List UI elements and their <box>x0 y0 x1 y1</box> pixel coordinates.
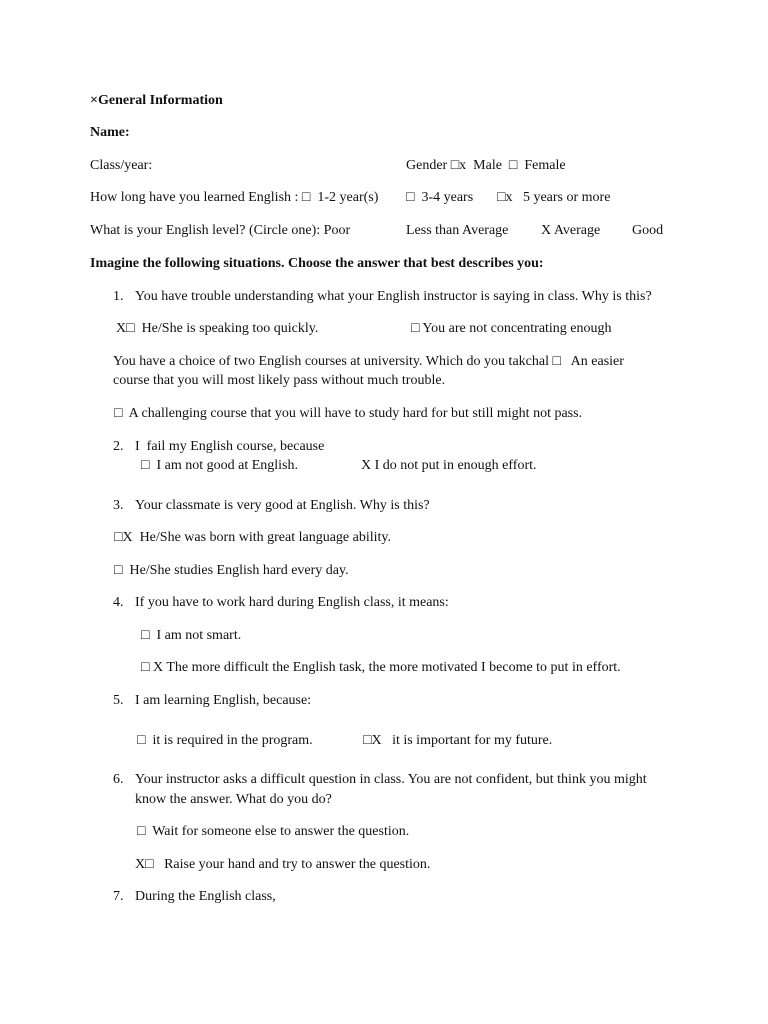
answer-option: □ He/She studies English hard every day. <box>114 563 349 578</box>
answer-option: □X it is important for my future. <box>363 733 553 748</box>
question-number: 5. <box>113 693 124 708</box>
question-number: 7. <box>113 889 124 904</box>
answer-option: □ I am not good at English. <box>141 458 298 473</box>
course-choice-text: course that you will most likely pass without much trouble. <box>113 373 446 388</box>
answer-option: □ Wait for someone else to answer the question. <box>137 824 410 839</box>
course-choice-text: You have a choice of two English courses at university. Which do you takchal □ An easier <box>113 354 624 369</box>
question-text: Your instructor asks a difficult question in class. You are not confident, but think you might <box>135 772 647 787</box>
question-number: 1. <box>113 289 124 304</box>
level-option: X Average <box>541 223 601 238</box>
question-number: 2. <box>113 439 124 454</box>
question-text: know the answer. What do you do? <box>135 792 332 807</box>
answer-option: □X He/She was born with great language ability. <box>114 530 391 545</box>
question-text: You have trouble understanding what your English instructor is saying in class. Why is this? <box>135 289 652 304</box>
question-text: I am learning English, because: <box>135 693 312 708</box>
question-number: 4. <box>113 595 124 610</box>
question-number: 3. <box>113 498 124 513</box>
years-learned-option: □x 5 years or more <box>497 190 611 205</box>
years-learned-question: How long have you learned English : □ 1-2 year(s) <box>90 190 379 205</box>
years-learned-option: □ 3-4 years <box>406 190 474 205</box>
level-option: Less than Average <box>406 223 509 238</box>
question-text: During the English class, <box>135 889 276 904</box>
question-text: I fail my English course, because <box>135 439 325 454</box>
level-question: What is your English level? (Circle one): Poor <box>90 223 351 238</box>
answer-option: □ A challenging course that you will have to study hard for but still might not pass. <box>114 406 583 421</box>
answer-option: X□ Raise your hand and try to answer the question. <box>135 857 431 872</box>
question-text: If you have to work hard during English class, it means: <box>135 595 449 610</box>
section-title: ×General Information <box>90 93 223 108</box>
answer-option: X□ He/She is speaking too quickly. <box>116 321 319 336</box>
gender-field: Gender □x Male □ Female <box>406 158 566 173</box>
level-option: Good <box>632 223 664 238</box>
question-text: Your classmate is very good at English. Why is this? <box>135 498 430 513</box>
answer-option: □ X The more difficult the English task, the more motivated I become to put in effort. <box>141 660 621 675</box>
instructions-heading: Imagine the following situations. Choose the answer that best describes you: <box>90 256 544 271</box>
answer-option: □ You are not concentrating enough <box>411 321 612 336</box>
answer-option: X I do not put in enough effort. <box>361 458 537 473</box>
answer-option: □ I am not smart. <box>141 628 242 643</box>
class-year-label: Class/year: <box>90 158 153 173</box>
answer-option: □ it is required in the program. <box>137 733 313 748</box>
name-label: Name: <box>90 125 130 140</box>
question-number: 6. <box>113 772 124 787</box>
